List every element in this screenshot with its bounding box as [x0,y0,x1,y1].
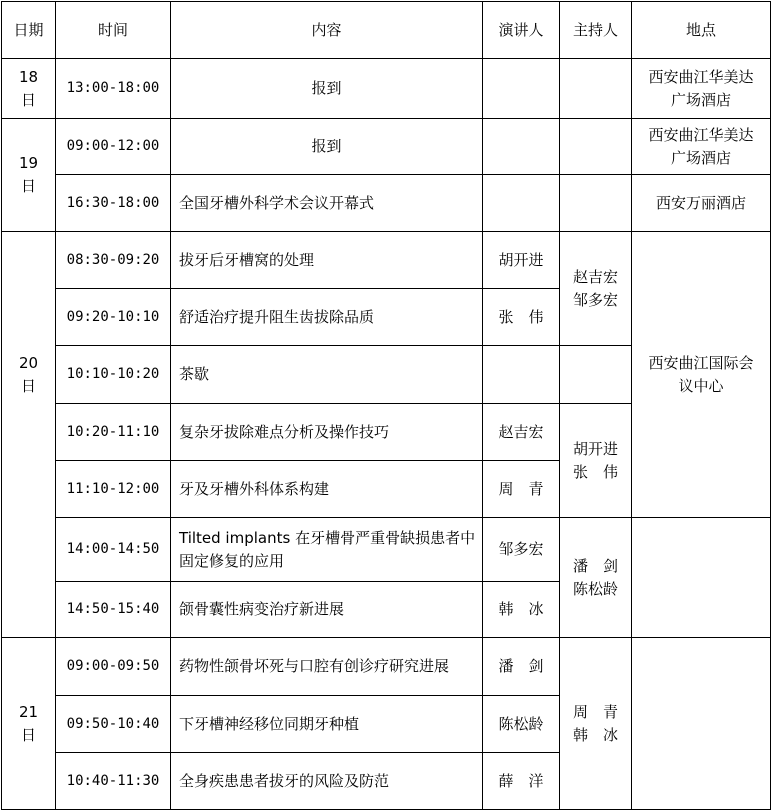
speaker-cell: 张 伟 [483,289,560,346]
time-cell: 09:00-09:50 [56,638,171,696]
content-cell: 报到 [171,119,483,175]
speaker-cell: 邹多宏 [483,518,560,582]
content-cell: 颌骨囊性病变治疗新进展 [171,582,483,638]
header-content: 内容 [171,2,483,59]
time-cell: 14:00-14:50 [56,518,171,582]
host-cell: 胡开进 张 伟 [560,404,632,518]
table-row [2,119,771,175]
speaker-cell: 赵吉宏 [483,404,560,461]
day-cell-21: 21 日 [2,638,56,810]
location-cell: 西安曲江国际会 议中心 [632,232,771,518]
content-cell: 拔牙后牙槽窝的处理 [171,232,483,289]
speaker-cell: 韩 冰 [483,582,560,638]
time-cell: 09:00-12:00 [56,119,171,175]
header-time: 时间 [56,2,171,59]
host-cell: 赵吉宏 邹多宏 [560,232,632,346]
host-cell [560,175,632,232]
header-row [2,2,771,59]
day-cell-19: 19 日 [2,119,56,232]
content-cell: 药物性颌骨坏死与口腔有创诊疗研究进展 [171,638,483,696]
time-cell: 16:30-18:00 [56,175,171,232]
content-cell: 全国牙槽外科学术会议开幕式 [171,175,483,232]
host-cell [560,59,632,119]
speaker-cell [483,346,560,404]
time-cell: 09:50-10:40 [56,696,171,753]
content-cell: 下牙槽神经移位同期牙种植 [171,696,483,753]
speaker-cell: 胡开进 [483,232,560,289]
host-cell: 周 青 韩 冰 [560,638,632,810]
content-cell: 复杂牙拔除难点分析及操作技巧 [171,404,483,461]
content-cell: 报到 [171,59,483,119]
host-cell [560,119,632,175]
header-location: 地点 [632,2,771,59]
speaker-cell [483,119,560,175]
time-cell: 14:50-15:40 [56,582,171,638]
content-cell: 茶歇 [171,346,483,404]
speaker-cell: 潘 剑 [483,638,560,696]
time-cell: 08:30-09:20 [56,232,171,289]
speaker-cell [483,175,560,232]
content-cell: 全身疾患患者拔牙的风险及防范 [171,753,483,810]
header-speaker: 演讲人 [483,2,560,59]
table-row [2,638,771,696]
content-cell: 牙及牙槽外科体系构建 [171,461,483,518]
content-cell: 舒适治疗提升阻生齿拔除品质 [171,289,483,346]
content-cell: Tilted implants 在牙槽骨严重骨缺损患者中固定修复的应用 [171,518,483,582]
location-cell-empty [632,518,771,638]
header-date: 日期 [2,2,56,59]
location-cell: 西安曲江华美达 广场酒店 [632,119,771,175]
time-cell: 09:20-10:10 [56,289,171,346]
location-cell: 西安曲江华美达 广场酒店 [632,59,771,119]
day-cell-20: 20 日 [2,232,56,638]
speaker-cell: 周 青 [483,461,560,518]
location-cell-empty [632,638,771,810]
table-row [2,175,771,232]
time-cell: 10:20-11:10 [56,404,171,461]
table-row [2,232,771,289]
speaker-cell [483,59,560,119]
table-row [2,518,771,582]
location-cell: 西安万丽酒店 [632,175,771,232]
time-cell: 11:10-12:00 [56,461,171,518]
schedule-table [1,1,771,810]
host-cell [560,346,632,404]
host-cell: 潘 剑 陈松龄 [560,518,632,638]
time-cell: 10:10-10:20 [56,346,171,404]
time-cell: 10:40-11:30 [56,753,171,810]
time-cell: 13:00-18:00 [56,59,171,119]
speaker-cell: 薛 洋 [483,753,560,810]
table-row [2,59,771,119]
header-host: 主持人 [560,2,632,59]
speaker-cell: 陈松龄 [483,696,560,753]
day-cell-18: 18 日 [2,59,56,119]
